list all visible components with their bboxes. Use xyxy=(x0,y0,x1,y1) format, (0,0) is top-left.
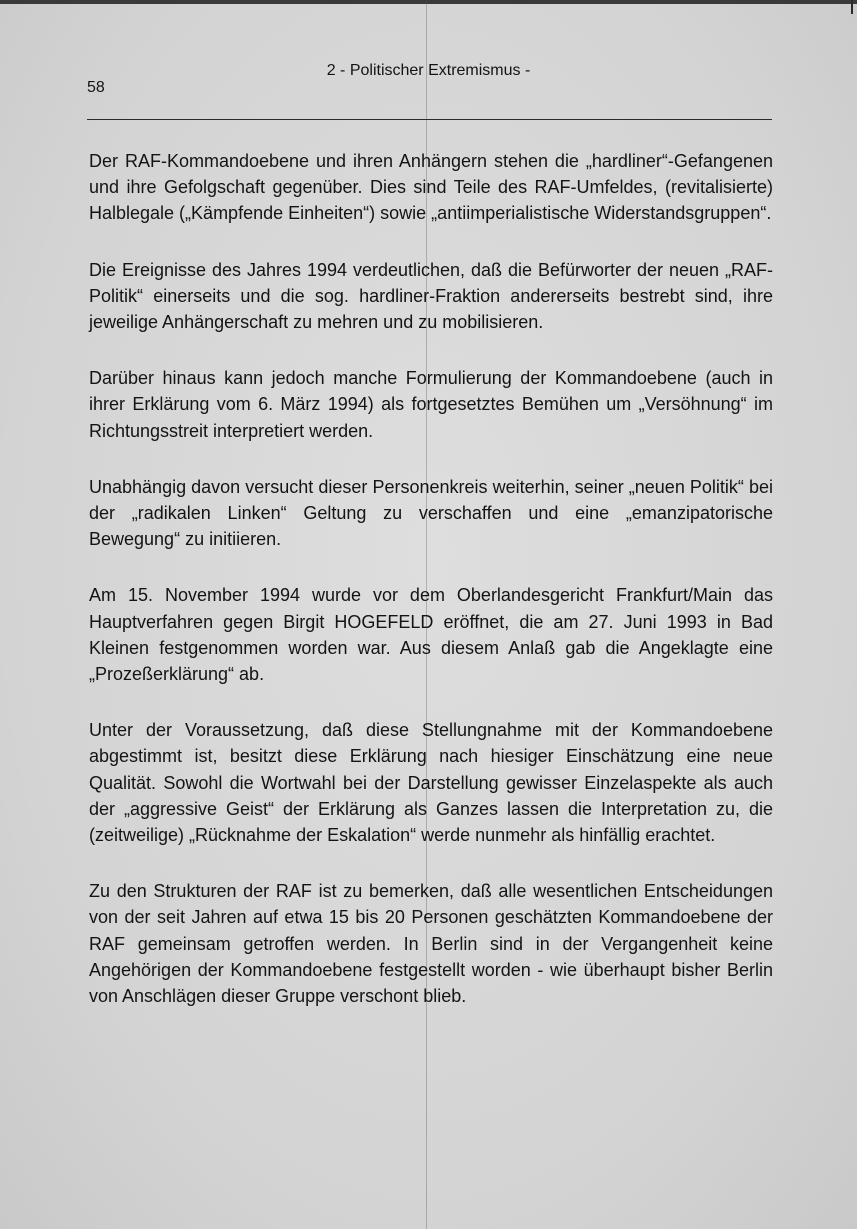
paragraph-4: Unabhängig davon versucht dieser Personenkreis weiterhin, seiner „neuen Politik“ bei der „radikalen Linken“ Geltung zu verschaffen und eine „emanzipatorische Bewegung“ zu initiieren. xyxy=(89,476,773,550)
paragraph-6: Unter der Voraussetzung, daß diese Stellungnahme mit der Kommandoebene abgestimmt ist, besitzt diese Erklärung nach hiesiger Einschätzung eine neue Qualität. Sowohl die Wortwahl bei der Darstellung gewisser Einzelaspekte als auch der „aggressive Geist“ der Erklärung als Ganzes lassen die Interpretation zu, die (zeitweilige) „Rücknahme der Eskalation“ werde nunmehr als hinfällig erachtet. xyxy=(89,720,773,846)
paragraph-3: Darüber hinaus kann jedoch manche Formulierung der Kommandoebene (auch in ihrer Erklärung vom 6. März 1994) als fortgesetztes Bemühen um „Versöhnung“ im Richtungsstreit interpretiert werden. xyxy=(89,368,773,441)
body-text xyxy=(89,148,773,1039)
scan-right-edge xyxy=(851,0,853,14)
scan-top-edge xyxy=(0,0,857,4)
paragraph-1: Der RAF-Kommandoebene und ihren Anhängern stehen die „hardliner“-Gefangenen und ihre Gefolgschaft gegenüber. Dies sind Teile des RAF-Umfeldes, (revitalisierte) Halblegale („Kämpfende Einheiten“) sowie „antiimperialistische Widerstandsgruppen“. xyxy=(89,151,773,224)
paragraph-5: Am 15. November 1994 wurde vor dem Oberlandesgericht Frankfurt/Main das Hauptverfahren gegen Birgit HOGEFELD eröffnet, die am 27. Juni 1993 in Bad Kleinen festgenommen worden war. Aus diesem Anlaß gab die Angeklagte eine „Prozeßerklärung“ ab. xyxy=(89,585,773,685)
running-header: 2 - Politischer Extremismus - xyxy=(326,62,531,79)
page-number: 58 xyxy=(87,79,105,96)
header-rule xyxy=(87,119,772,120)
paragraph-2: Die Ereignisse des Jahres 1994 verdeutlichen, daß die Befürworter der neuen „RAF-Politik“ einerseits und die sog. hardliner-Fraktion andererseits bestrebt sind, ihre jeweilige Anhängerschaft zu mehren und zu mobilisieren. xyxy=(89,259,773,333)
paragraph-7: Zu den Strukturen der RAF ist zu bemerken, daß alle wesentlichen Entscheidungen von der seit Jahren auf etwa 15 bis 20 Personen geschätzten Kommandoebene der RAF gemeinsam getroffen werden. In Berlin sind in der Vergangenheit keine Angehörigen der Kommandoebene festgestellt worden - wie überhaupt bisher Berlin von Anschlägen dieser Gruppe verschont blieb. xyxy=(89,881,773,1007)
